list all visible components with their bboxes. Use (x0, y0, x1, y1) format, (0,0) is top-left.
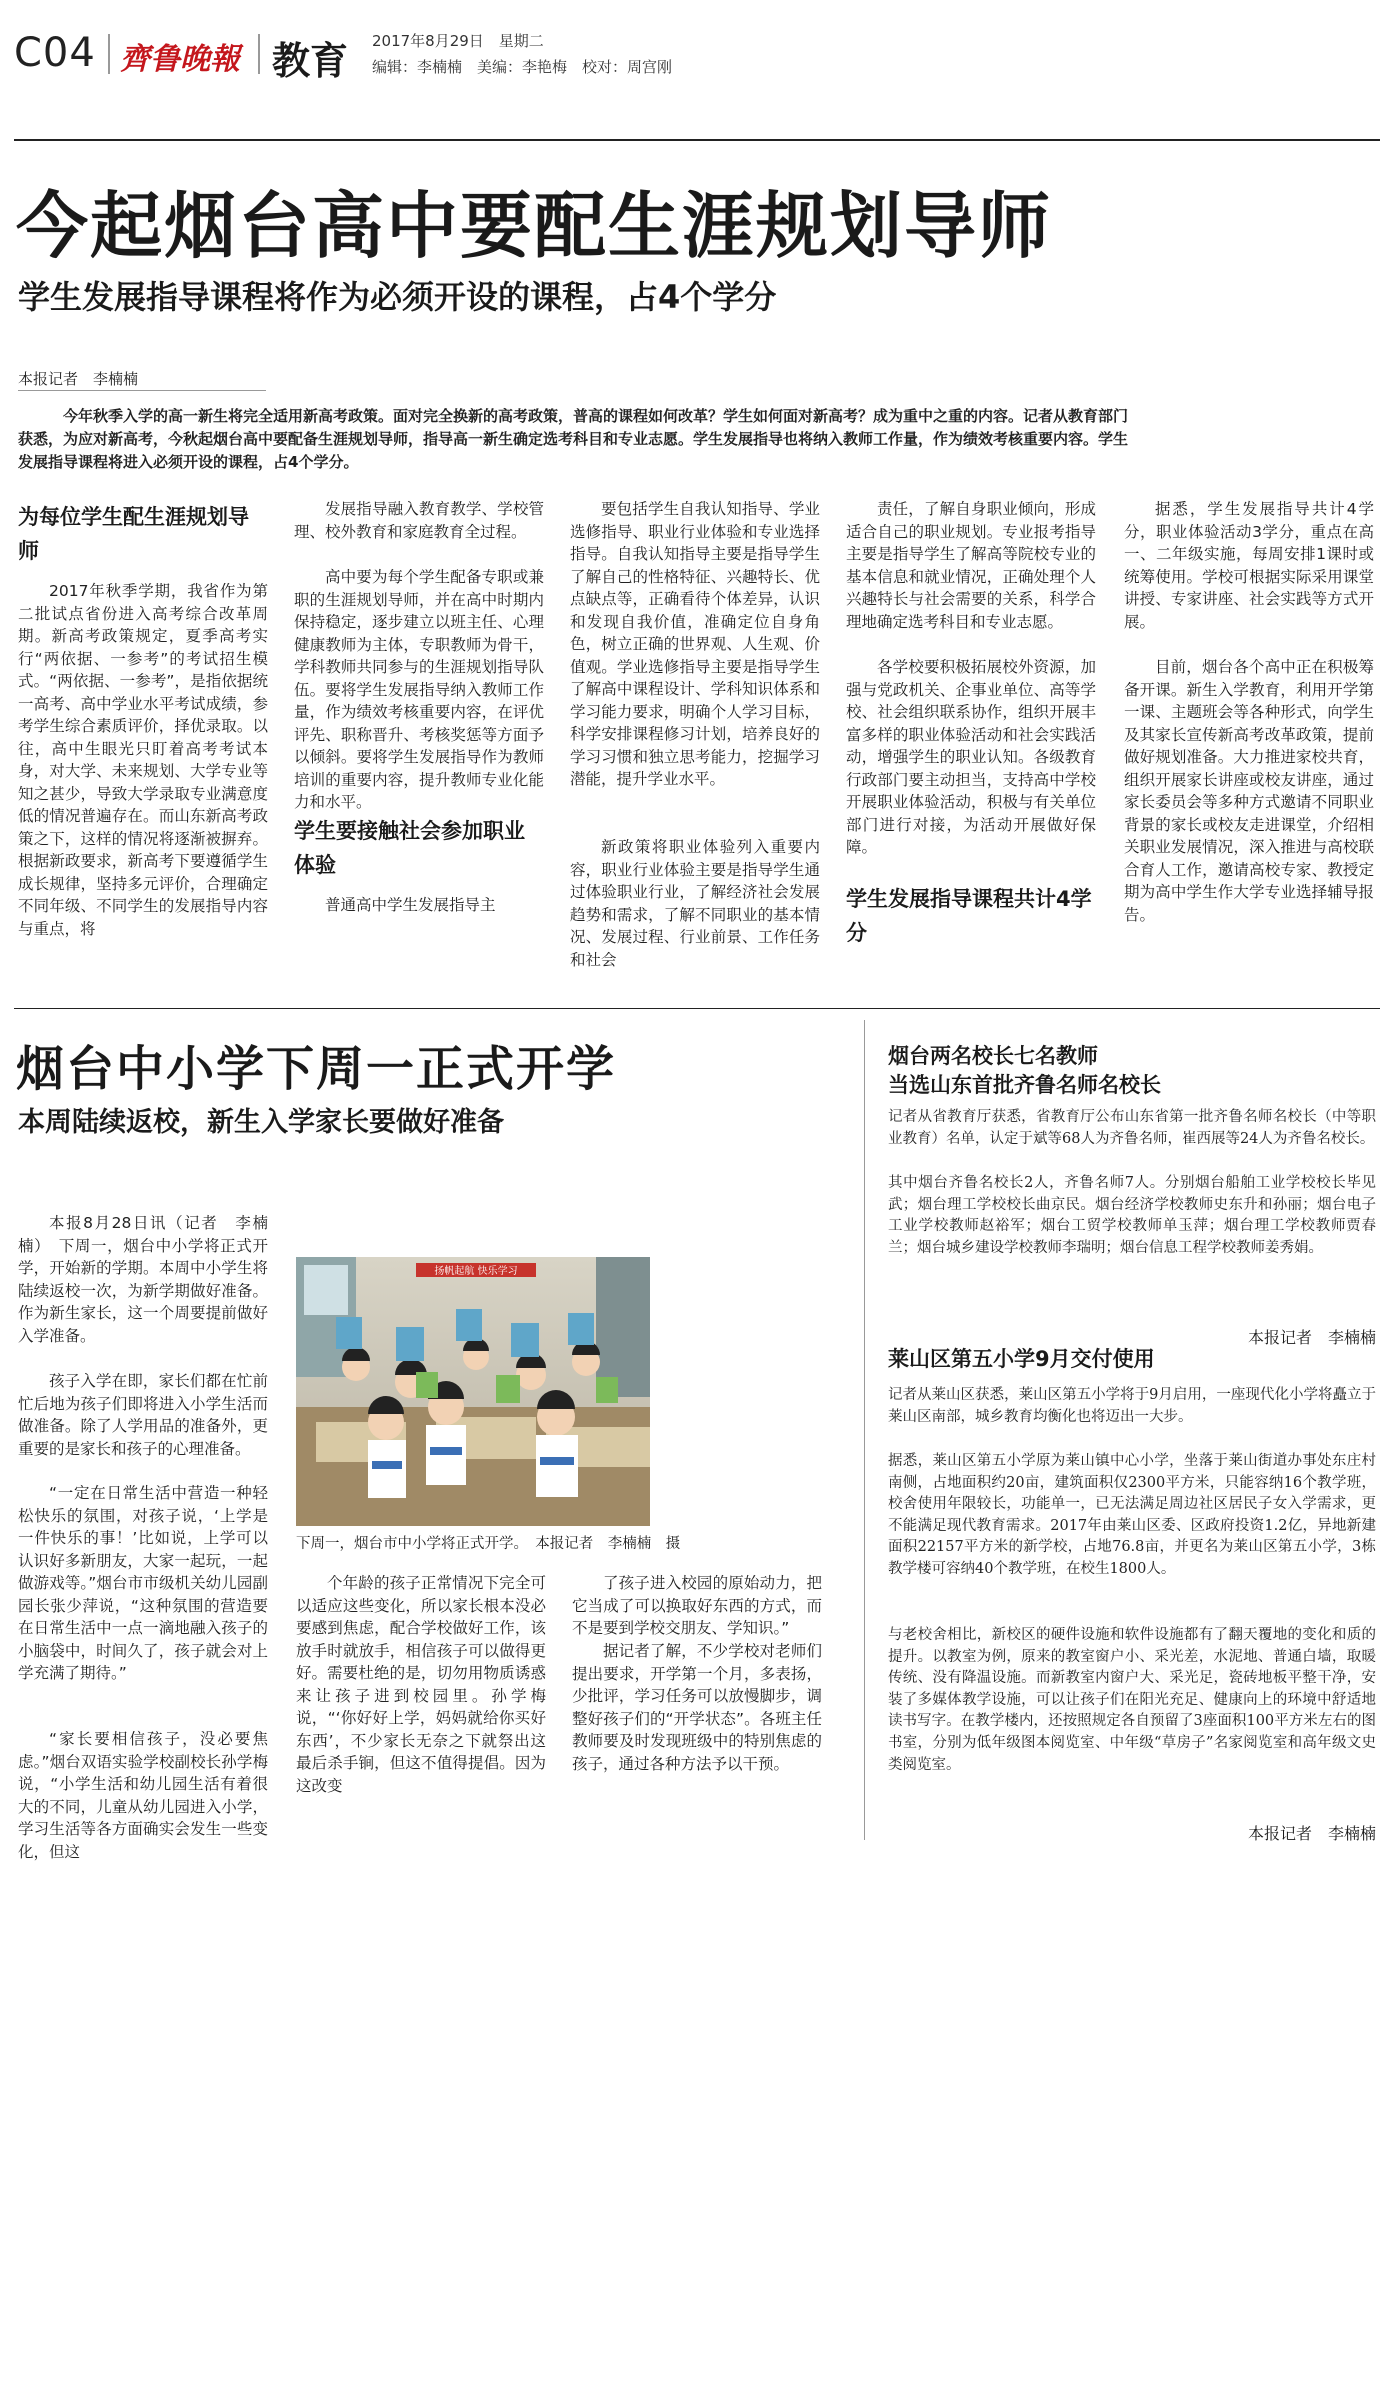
story-headline-line: 烟台两名校长七名教师 (888, 1044, 1098, 1068)
main-subhead: 学生发展指导课程将作为必须开设的课程，占4个学分 (18, 278, 777, 316)
paragraph: 了孩子进入校园的原始动力，把它当成了可以换取好东西的方式，而不是要到学校交朋友、学知识。” (572, 1574, 822, 1637)
column-divider (864, 1020, 865, 1840)
story-subhead: 本周陆续返校，新生入学家长要做好准备 (18, 1107, 504, 1138)
paragraph: 目前，烟台各个高中正在积极筹备开课。新生入学教育，利用开学第一课、主题班会等各种形式，向学生及其家长宣传新高考改革政策，提前做好规划准备。大力推进家校共育，组织开展家长讲座或校友讲座，通过家长委员会等多种方式邀请不同职业背景的家长或校友走进课堂，介绍相关职业发展情况，深入推进与高校联合育人工作，邀请高校专家、教授定期为高中学生作大学专业选择辅导报告。 (1124, 658, 1374, 924)
masthead-divider (108, 34, 110, 74)
article-column (570, 498, 820, 972)
paragraph: 本报8月28日讯（记者 李楠楠） 下周一，烟台中小学将正式开学，开始新的学期。本周中小学生将陆续返校一次，为新学期做好准备。作为新生家长，这一个周要提前做好入学准备。 (18, 1214, 268, 1345)
paragraph: 各学校要积极拓展校外资源，加强与党政机关、企事业单位、高等学校、社会组织联系协作，组织开展丰富多样的职业体验活动和社会实践活动，增强学生的职业认知。各级教育行政部门要主动担当，支持高中学校开展职业体验活动，积极与有关单位部门进行对接，为活动开展做好保障。 (846, 658, 1096, 856)
article-column (1124, 498, 1374, 992)
section-title: 教育 (272, 39, 349, 83)
byline: 本报记者 李楠楠 (18, 370, 139, 388)
article-column (888, 1385, 1376, 1844)
section-subheading: 学生发展指导课程共计4学分 (846, 887, 1092, 945)
paragraph: 需要杜绝的是，切勿用物质诱惑来让孩子进到校园里。孙学梅说，“‘你好好上学，妈妈就给你买好东西’，不少家长无奈之下就祭出这最后杀手锏，但这不值得提倡。因为这改变 (296, 1664, 546, 1795)
paragraph: 其中烟台齐鲁名校长2人，齐鲁名师7人。分别烟台船舶工业学校校长毕见武；烟台理工学校校长曲京民。烟台经济学校教师史东升和孙丽；烟台电子工业学校教师赵裕军；烟台工贸学校教师单玉萍；烟台理工学校教师贾春兰；烟台城乡建设学校教师李瑞明；烟台信息工程学校教师姜秀娟。 (888, 1175, 1376, 1256)
story-headline-line: 当选山东首批齐鲁名师名校长 (888, 1073, 1161, 1097)
classroom-photo-illustration (296, 1257, 650, 1526)
paragraph: 据悉，莱山区第五小学原为莱山镇中心小学，坐落于莱山街道办事处东庄村南侧，占地面积约20亩，建筑面积仅2300平方米，只能容纳16个教学班，校舍使用年限较长，功能单一，已无法满足周边社区居民子女入学需求，更不能满足现代教育需求。2017年由莱山区委、区政府投资1.2亿，异地新建面积22157平方米的新学校，占地76.8亩，并更名为莱山区第五小学，3栋教学楼可容纳40个教学班，在校生1800人。 (888, 1453, 1376, 1577)
paragraph: 新政策将职业体验列入重要内容，职业行业体验主要是指导学生通过体验职业行业，了解经济社会发展趋势和需求，了解不同职业的基本情况、发展过程、行业前景、工作任务和社会 (570, 838, 820, 969)
article-column (572, 1572, 822, 1798)
page-number: C04 (14, 30, 96, 76)
reporter-signature: 本报记者 李楠楠 (1247, 1328, 1376, 1347)
classroom-photo (296, 1257, 650, 1526)
reporter-signature: 本报记者 李楠楠 (1247, 1824, 1376, 1843)
article-column (888, 1107, 1376, 1348)
staff-credits: 编辑：李楠楠 美编：李艳梅 校对：周宫刚 (372, 58, 673, 76)
masthead-divider (258, 34, 260, 74)
paragraph: “一定在日常生活中营造一种轻松快乐的氛围，对孩子说，‘上学是一件快乐的事！’比如说，上学可以认识好多新朋友，大家一起玩，一起做游戏等。”烟台市市级机关幼儿园副园长张少萍说，“这种氛围的营造要在日常生活中一点一滴地融入孩子的小脑袋中，时间久了，孩子就会对上学充满了期待。” (18, 1484, 268, 1682)
section-subheading: 为每位学生配生涯规划导师 (18, 505, 249, 563)
byline-rule (18, 390, 266, 391)
masthead-rule (14, 139, 1380, 141)
issue-date: 2017年8月29日 星期二 (372, 32, 544, 50)
article-column (18, 1212, 268, 1890)
section-subheading: 学生要接触社会参加职业体验 (294, 819, 525, 877)
paragraph: 2017年秋季学期，我省作为第二批试点省份进入高考综合改革周期。新高考政策规定，夏季高考实行“两依据、一参考”的考试招生模式。“两依据、一参考”，是指依据统一高考、高中学业水平考试成绩，参考学生综合素质评价，择优录取。以往，高中生眼光只盯着高考考试本身，对大学、未来规划、大学专业等知之甚少，导致大学录取专业满意度低的情况普遍存在。而山东新高考政策之下，这样的情况将逐渐被摒弃。根据新政要求，新高考下要遵循学生成长规律，坚持多元评价，合理确定不同年级、不同学生的发展指导内容与重点，将 (18, 582, 268, 938)
paragraph: 与老校舍相比，新校区的硬件设施和软件设施都有了翻天覆地的变化和质的提升。以教室为例，原来的教室窗户小、采光差，水泥地、普通白墙，取暖传统、没有降温设施。而新教室内窗户大、采光足，瓷砖地板平整干净，安装了多媒体教学设施，可以让孩子们在阳光充足、健康向上的环境中舒适地读书写字。在教学楼内，还按照规定各自预留了3座面积100平方米左右的图书室，分别为低年级图本阅览室、中年级“草房子”名家阅览室和高年级文史类阅览室。 (888, 1627, 1376, 1773)
main-headline: 今起烟台高中要配生涯规划导师 (16, 184, 1053, 268)
paragraph: 据记者了解，不少学校对老师们提出要求，开学第一个月，多表扬，少批评，学习任务可以放慢脚步，调整好孩子们的“开学状态”。各班主任教师要及时发现班级中的特别焦虑的孩子，通过各种方法予以干预。 (572, 1642, 822, 1773)
paragraph: 普通高中学生发展指导主 (325, 896, 496, 914)
paragraph: “家长要相信孩子，没必要焦虑。”烟台双语实验学校副校长孙学梅说，“小学生活和幼儿园生活有着很大的不同，儿童从幼儿园进入小学，学习生活等各方面确实会发生一些变化，但这 (18, 1730, 268, 1861)
article-column (18, 500, 268, 980)
paragraph: 个年龄的孩子正常情况下完全可以适应这些变化，所以家长根本没必要感到焦虑，配合学校做好工作，该放手时就放手，相信孩子可以做得更好。 (296, 1574, 546, 1682)
paragraph: 记者从省教育厅获悉，省教育厅公布山东省第一批齐鲁名师名校长（中等职业教育）名单，认定于斌等68人为齐鲁名师，崔西展等24人为齐鲁名校长。 (888, 1109, 1376, 1147)
article-column (846, 498, 1096, 950)
lead-paragraph: 今年秋季入学的高一新生将完全适用新高考政策。面对完全换新的高考政策，普高的课程如何改革？学生如何面对新高考？成为重中之重的内容。记者从教育部门获悉，为应对新高考，今秋起烟台高中要配备生涯规划导师，指导高一新生确定选考科目和专业志愿。学生发展指导也将纳入教师工作量，作为绩效考核重要内容。学生发展指导课程将进入必须开设的课程，占4个学分。 (18, 407, 1129, 471)
paragraph: 责任，了解自身职业倾向，形成适合自己的职业规划。专业报考指导主要是指导学生了解高等院校专业的基本信息和就业情况，正确处理个人兴趣特长与社会需要的关系，科学合理地确定选考科目和专业志愿。 (846, 500, 1096, 631)
paragraph: 发展指导融入教育教学、学校管理、校外教育和家庭教育全过程。 (294, 500, 544, 541)
newspaper-logo: 齊鲁晚報 (120, 42, 240, 77)
article-column (296, 1572, 546, 1798)
story-headline: 烟台中小学下周一正式开学 (16, 1041, 617, 1097)
article-column (294, 498, 544, 918)
section-divider (14, 1008, 1380, 1009)
paragraph: 要包括学生自我认知指导、学业选修指导、职业行业体验和专业选择指导。自我认知指导主要是指导学生了解自己的性格特征、兴趣特长、优点缺点等，正确看待个体差异，认识和发现自我价值，准确定位自身角色，树立正确的世界观、人生观、价值观。学业选修指导主要是指导学生了解高中课程设计、学科知识体系和学习能力要求，明确个人学习目标，科学安排课程修习计划，培养良好的学习习惯和独立思考能力，挖掘学习潜能，提升学业水平。 (570, 500, 820, 788)
paragraph: 高中要为每个学生配备专职或兼职的生涯规划导师，并在高中时期内保持稳定，逐步建立以班主任、心理健康教师为主体，专职教师为骨干，学科教师共同参与的生涯规划指导队伍。要将学生发展指导纳入教师工作量，作为绩效考核重要内容，在评优评先、职称晋升、考核奖惩等方面予以倾斜。要将学生发展指导作为教师培训的重要内容，提升教师专业化能力和水平。 (294, 568, 544, 811)
story-headline (888, 1042, 1161, 1100)
photo-caption: 下周一，烟台市中小学将正式开学。 本报记者 李楠楠 摄 (296, 1536, 681, 1552)
paragraph: 记者从莱山区获悉，莱山区第五小学将于9月启用，一座现代化小学将矗立于莱山区南部，城乡教育均衡化也将迈出一大步。 (888, 1387, 1376, 1425)
story-headline: 莱山区第五小学9月交付使用 (888, 1347, 1155, 1371)
classroom-wall-sign: 扬帆起航 快乐学习 (434, 1266, 518, 1277)
paragraph: 据悉，学生发展指导共计4学分，职业体验活动3学分，重点在高一、二年级实施，每周安排1课时或统筹使用。学校可根据实际采用课堂讲授、专家讲座、社会实践等方式开展。 (1124, 500, 1374, 631)
paragraph: 孩子入学在即，家长们都在忙前忙后地为孩子们即将进入小学生活而做准备。除了人学用品的准备外，更重要的是家长和孩子的心理准备。 (18, 1372, 268, 1458)
